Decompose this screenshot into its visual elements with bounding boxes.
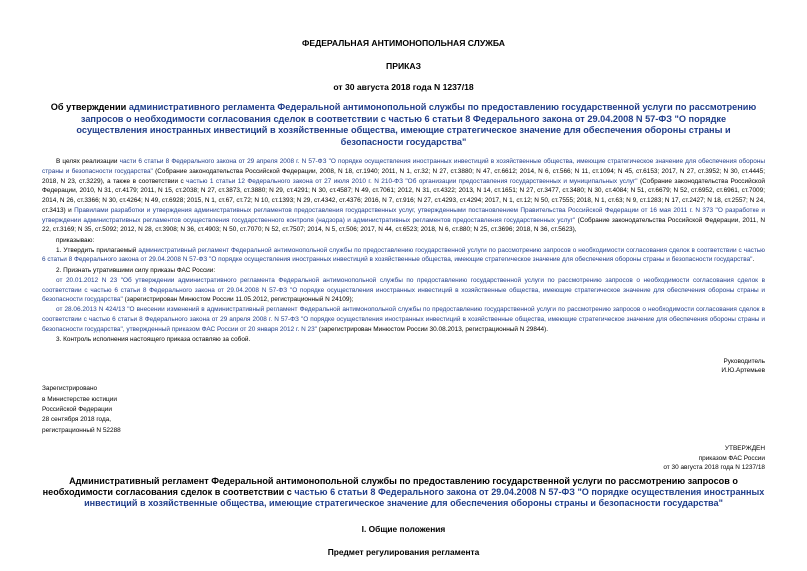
item-2: 2. Признать утратившими силу приказы ФАС России: [56,266,216,274]
regulation-title [42,476,765,510]
document-type: ПРИКАЗ [386,61,421,71]
rules-regulations-link[interactable]: Правилами разработки и утверждения административных регламентов предоставления государственных услуг, утвержденными постановлением Правительства Российской Федерации от 16 мая 2011 г. N 373 "О разработке и утверждении административных регламентов осуществления государственного контроля (надзора) и административных регламентов предоставления государственных услуг" [42,206,765,224]
registration-line: в Министерстве юстиции [42,395,117,403]
signer-role: Руководитель [723,357,765,365]
order-title-text: Об утверждении [50,102,129,112]
order-title [42,102,765,148]
law-210fz-link[interactable]: частью 1 статьи 12 Федерального закона от 27 июля 2010 г. N 210-ФЗ "Об организации предоставления государственных и муниципальных услуг" [186,177,638,185]
preamble-text-4: (Собрание законодательства Российской Федерации, 2011, N 22, ст.3169; N 35, ст.5092; 2012, N 28, ст.3908; N 36, ст.4903; N 50, ст.7070; N 52, ст.7507; 2014, N 5, ст.506; 2017, N 44, ст.6523; 2018, N 6, ст.880; N 25, ст.3696; 2018, N 36, ст.5623), [42,216,765,234]
subsection-title: Предмет регулирования регламента [327,546,480,557]
order-body [42,157,765,344]
registration-block [42,384,765,436]
regulation-title-link[interactable]: частью 6 статьи 8 Федерального закона от 29.04.2008 N 57-ФЗ "О порядке осуществления иностранных инвестиций в хозяйственные общества, имеющие стратегическое значение для обеспечения обороны страны и безопасности государства" [84,487,765,509]
regulation-link[interactable]: административный регламент Федеральной антимонопольной службы по предоставлению государственной услуги по рассмотрению запросов о необходимости согласования сделок в соответствии с частью 6 статьи 8 Федерального закона от 29.04.2008 N 57-ФЗ "О порядке осуществления иностранных инвестиций в хозяйственные общества, имеющие стратегическое значение для обеспечения обороны страны и безопасности государства" [42,246,765,264]
item-2a-text: (зарегистрирован Минюстом России 11.05.2012, регистрационный N 24109); [122,296,354,304]
signature-block [42,357,765,376]
order-424-link[interactable]: от 28.06.2013 N 424/13 "О внесении изменений в административный регламент Федеральной антимонопольной службы по предоставлению государственной услуги по рассмотрению запросов о необходимости согласования сделок в соответствии с частью 6 статьи 8 Федерального закона от 29 апреля 2008 г. N 57-ФЗ "О порядке осуществления иностранных инвестиций в хозяйственные общества, имеющие стратегическое значение для обеспечения обороны страны и безопасности государства", утвержденный приказом ФАС России от 20 января 2012 г. N 23" [42,306,765,333]
registration-line: Российской Федерации [42,405,113,413]
section-title: I. Общие положения [361,523,446,534]
registration-line: Зарегистрировано [42,385,98,393]
item-1-end: . [752,256,755,264]
item-1-text: 1. Утвердить прилагаемый [56,246,139,254]
preamble-text-3: (Собрание законодательства Российской Федерации, 2010, N 31, ст.4179; 2011, N 15, ст.2038; N 27, ст.3873, ст.3880; N 29, ст.4291; N 30, ст.4587; N 49, ст.7061; 2012, N 31, ст.4322; 2013, N 14, ст.1651; N 27, ст.3477, ст.3480; N 30, ст.4084; N 51, ст.6679; N 52, ст.6952, ст.6961, ст.7009; 2014, N 26, ст.3366; N 30, ст.4264; N 49, ст.6928; 2015, N 1, ст.67, ст.72; N 10, ст.1393; N 29, ст.4342, ст.4376; 2016, N 7, ст.916; N 27, ст.4293, ст.4294; 2017, N 1, ст.12; N 50, ст.7555; 2018, N 1, ст.63; N 9, ст.1283; N 17, ст.2427; N 18, ст.2557; N 24, ст.3413) и [42,177,765,214]
order-date-number: от 30 августа 2018 года N 1237/18 [333,82,474,92]
order-23-link[interactable]: от 20.01.2012 N 23 "Об утверждении административного регламента Федеральной антимонопольной службы по предоставлению государственной услуги по рассмотрению запросов о необходимости согласования сделок в соответствии с частью 6 статьи 8 Федерального закона от 29.04.2008 N 57-ФЗ "О порядке осуществления иностранных инвестиций в хозяйственные общества, имеющие стратегическое значение для обеспечения обороны страны и безопасности государства" [42,276,765,304]
approved-date: от 30 августа 2018 года N 1237/18 [663,464,765,472]
registration-line: 28 сентября 2018 года, [42,416,112,424]
item-2a [42,276,765,305]
item-2b [42,305,765,334]
order-title-link[interactable]: административного регламента Федеральной антимонопольной службы по предоставлению государственной услуги по рассмотрению запросов о необходимости согласования сделок в соответствии с частью 6 статьи 8 Федерального закона от 29.04.2008 N 57-ФЗ "О порядке осуществления иностранных инвестиций в хозяйственные общества, имеющие стратегическое значение для обеспечения обороны страны и безопасности государства" [76,102,757,147]
regulation-title-text: Административный регламент Федеральной антимонопольной службы по предоставлению государственной услуги по рассмотрению запросов о необходимости согласования сделок в соответствии с [42,475,738,498]
preamble-paragraph [42,157,765,235]
agency-name: ФЕДЕРАЛЬНАЯ АНТИМОНОПОЛЬНАЯ СЛУЖБА [302,38,505,48]
preamble-text-2: (Собрание законодательства Российской Федерации, 2008, N 18, ст.1940; 2011, N 1, ст.32; N 27, ст.3880; N 47, ст.6612; 2014, N 6, ст.566; N 11, ст.1094; N 45, ст.6153; 2017, N 27, ст.3952; N 30, ст.4445; 2018, N 23, ст.3229), а также в соответствии с [42,168,765,185]
registration-line: регистрационный N 52288 [42,426,121,434]
preamble-text-1: В целях реализации [56,158,120,166]
law-57fz-link[interactable]: части 6 статьи 8 Федерального закона от 29 апреля 2008 г. N 57-ФЗ "О порядке осуществления иностранных инвестиций в хозяйственные общества, имеющие стратегическое значение для обеспечения обороны страны и безопасности государства" [42,158,765,176]
approval-stamp [42,444,765,473]
item-1 [42,246,765,265]
approved-by: приказом ФАС России [698,454,765,462]
order-word: приказываю: [56,236,95,244]
item-3: 3. Контроль исполнения настоящего приказа оставляю за собой. [56,336,251,344]
signer-name: И.Ю.Артемьев [721,367,765,375]
item-2b-text: (зарегистрирован Минюстом России 30.08.2013, регистрационный N 29844). [316,325,549,333]
approved-label: УТВЕРЖДЕН [724,445,765,453]
